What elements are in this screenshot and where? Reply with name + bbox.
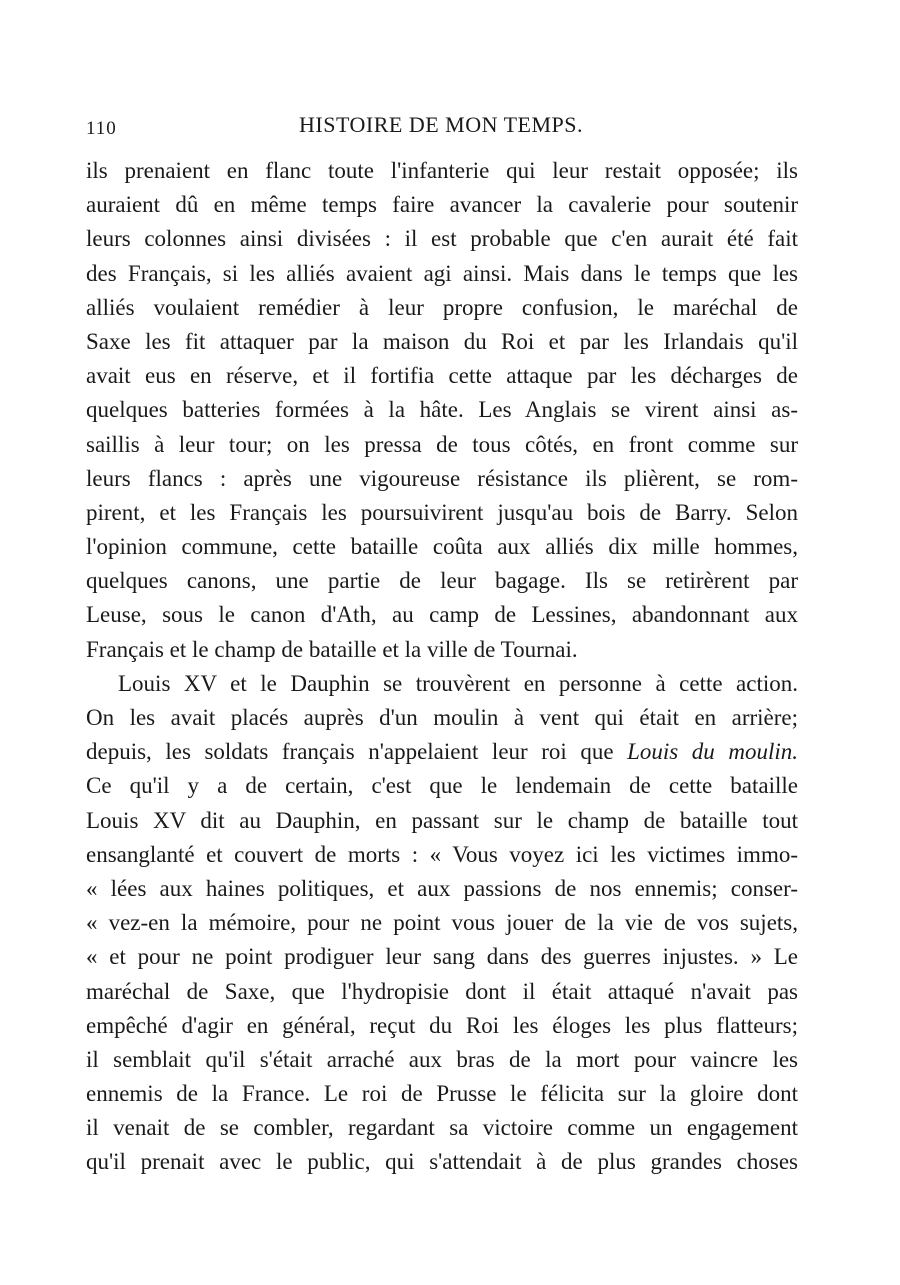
text-line: Louis XV et le Dauphin se trouvèrent en personne à cette action.	[118, 670, 798, 696]
text-line: leurs flancs : après une vigoureuse résistance ils plièrent, se rom-	[86, 465, 798, 491]
text-line: des Français, si les alliés avaient agi ainsi. Mais dans le temps que les	[86, 260, 798, 286]
text-line: ennemis de la France. Le roi de Prusse le félicita sur la gloire dont	[86, 1081, 798, 1107]
text-line: Ce qu'il y a de certain, c'est que le lendemain de cette bataille	[86, 773, 798, 799]
text-line: leurs colonnes ainsi divisées : il est probable que c'en aurait été fait	[86, 226, 798, 252]
text-line: quelques batteries formées à la hâte. Les Anglais se virent ainsi as-	[86, 397, 798, 423]
text-line: il semblait qu'il s'était arraché aux bras de la mort pour vaincre les	[86, 1046, 798, 1072]
page-header	[86, 112, 796, 148]
running-title: HISTOIRE DE MON TEMPS.	[299, 112, 583, 137]
italic-nickname: Louis du moulin.	[627, 739, 798, 765]
paragraph-2	[86, 667, 798, 1180]
page-number: 110	[86, 118, 117, 139]
body-text	[86, 154, 798, 1180]
text-line: Louis XV dit au Dauphin, en passant sur le champ de bataille tout	[86, 807, 798, 833]
text-line: « et pour ne point prodiguer leur sang dans des guerres injustes. » Le	[86, 944, 798, 970]
text-line: l'opinion commune, cette bataille coûta aux alliés dix mille hommes,	[86, 534, 798, 560]
text-line: maréchal de Saxe, que l'hydropisie dont il était attaqué n'avait pas	[86, 978, 798, 1004]
text-line: saillis à leur tour; on les pressa de tous côtés, en front comme sur	[86, 431, 798, 457]
text-line: Leuse, sous le canon d'Ath, au camp de Lessines, abandonnant aux	[86, 602, 798, 628]
text-line: On les avait placés auprès d'un moulin à vent qui était en arrière;	[86, 705, 798, 730]
text-line: qu'il prenait avec le public, qui s'attendait à de plus grandes choses	[86, 1149, 798, 1175]
text-line: « vez-en la mémoire, pour ne point vous jouer de la vie de vos sujets,	[86, 910, 798, 936]
text-line: il venait de se combler, regardant sa victoire comme un engagement	[86, 1115, 798, 1141]
text-line: auraient dû en même temps faire avancer la cavalerie pour soutenir	[86, 192, 798, 218]
text-line: quelques canons, une partie de leur bagage. Ils se retirèrent par	[86, 568, 798, 594]
text-line: alliés voulaient remédier à leur propre confusion, le maréchal de	[86, 294, 798, 320]
text-segment: depuis, les soldats français n'appelaient leur roi que	[86, 739, 628, 765]
text-line: pirent, et les Français les poursuivirent jusqu'au bois de Barry. Selon	[86, 499, 798, 525]
paragraph-1	[86, 154, 798, 667]
text-line: Saxe les fit attaquer par la maison du Roi et par les Irlandais qu'il	[86, 328, 798, 354]
text-line: ils prenaient en flanc toute l'infanterie qui leur restait opposée; ils	[86, 158, 798, 183]
text-line: ensanglanté et couvert de morts : « Vous voyez ici les victimes immo-	[86, 841, 798, 867]
text-line: « lées aux haines politiques, et aux passions de nos ennemis; conser-	[86, 875, 798, 901]
text-line-with-italic	[86, 735, 798, 769]
text-line: avait eus en réserve, et il fortifia cette attaque par les décharges de	[86, 363, 798, 389]
text-line: Français et le champ de bataille et la ville de Tournai.	[86, 636, 578, 662]
text-line: empêché d'agir en général, reçut du Roi les éloges les plus flatteurs;	[86, 1012, 798, 1038]
